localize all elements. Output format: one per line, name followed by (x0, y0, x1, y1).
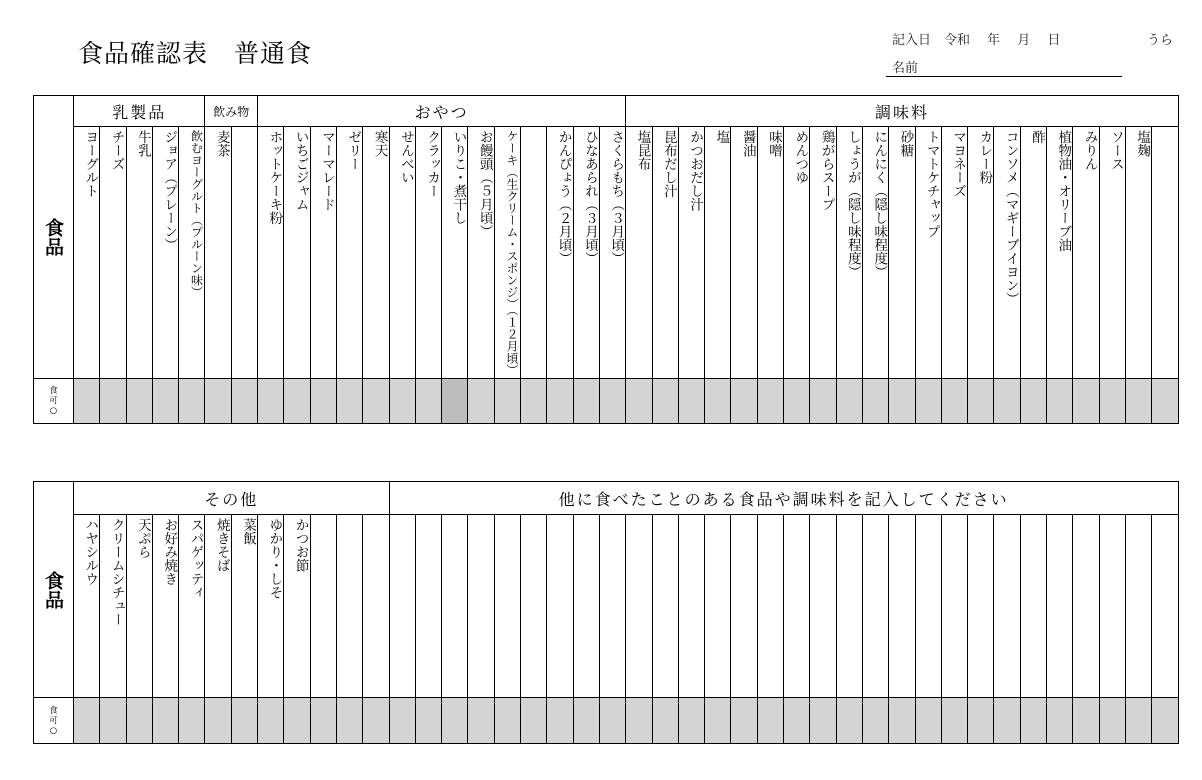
edible-check-cell[interactable] (678, 379, 704, 424)
category-header: おやつ (258, 96, 626, 127)
edible-check-cell[interactable] (179, 379, 205, 424)
food-item-cell: 塩 (705, 127, 731, 379)
food-item-cell (652, 515, 678, 698)
edible-row-label-text: 食可○ (49, 705, 58, 736)
edible-check-cell[interactable] (231, 379, 257, 424)
food-item-cell (994, 515, 1020, 698)
food-item-cell (889, 515, 915, 698)
edible-check-cell[interactable] (521, 698, 547, 744)
edible-check-cell[interactable] (284, 698, 310, 744)
edible-check-cell[interactable] (74, 698, 100, 744)
category-header: 乳製品 (74, 96, 205, 127)
edible-check-cell[interactable] (521, 379, 547, 424)
edible-check-cell[interactable] (968, 379, 994, 424)
edible-check-cell[interactable] (310, 698, 336, 744)
food-item-cell: ヨーグルト (74, 127, 100, 379)
edible-check-cell[interactable] (836, 698, 862, 744)
edible-check-cell[interactable] (889, 379, 915, 424)
edible-check-cell[interactable] (731, 379, 757, 424)
food-item-cell (757, 515, 783, 698)
food-item-cell (941, 515, 967, 698)
edible-check-cell[interactable] (363, 379, 389, 424)
food-item-cell: ホットケーキ粉 (258, 127, 284, 379)
edible-check-cell[interactable] (205, 698, 231, 744)
food-item-cell (1152, 515, 1179, 698)
food-item-cell: 塩麹 (1125, 127, 1151, 379)
food-item-cell: 植物油・オリーブ油 (1046, 127, 1072, 379)
food-item-cell: ゼリー (336, 127, 362, 379)
food-item-cell: 砂糖 (889, 127, 915, 379)
food-item-cell: 醤油 (731, 127, 757, 379)
edible-check-cell[interactable] (626, 698, 652, 744)
edible-check-cell[interactable] (862, 698, 888, 744)
edible-check-cell[interactable] (1125, 698, 1151, 744)
food-item-cell: お饅頭（５月頃） (468, 127, 494, 379)
food-item-cell: チーズ (100, 127, 126, 379)
edible-check-cell[interactable] (284, 379, 310, 424)
food-item-cell: 麦茶 (205, 127, 231, 379)
edible-check-cell[interactable] (994, 698, 1020, 744)
food-item-cell: ひなあられ（３月頃） (573, 127, 599, 379)
food-item-cell (468, 515, 494, 698)
food-item-cell: ゆかり・しそ (258, 515, 284, 698)
food-item-cell (599, 515, 625, 698)
food-item-cell (810, 515, 836, 698)
edible-row-label (34, 379, 74, 424)
name-label: 名前 (892, 61, 919, 76)
edible-check-cell[interactable] (915, 379, 941, 424)
food-item-cell: いちごジャム (284, 127, 310, 379)
food-item-cell: かつおだし汁 (678, 127, 704, 379)
edible-check-cell[interactable] (915, 698, 941, 744)
food-item-cell (442, 515, 468, 698)
edible-check-cell[interactable] (757, 698, 783, 744)
food-item-cell: クリームシチュー (100, 515, 126, 698)
food-item-cell: せんべい (389, 127, 415, 379)
edible-check-cell[interactable] (705, 379, 731, 424)
edible-check-cell[interactable] (1046, 698, 1072, 744)
edible-check-cell[interactable] (547, 698, 573, 744)
category-header: その他 (74, 482, 390, 515)
edible-check-cell[interactable] (573, 698, 599, 744)
edible-check-cell[interactable] (810, 698, 836, 744)
food-item-cell (310, 515, 336, 698)
food-item-cell: 飲むヨーグルト（プルーン味） (179, 127, 205, 379)
food-item-cell: マヨネーズ (941, 127, 967, 379)
edible-check-cell[interactable] (442, 379, 468, 424)
name-underline (886, 76, 1122, 77)
edible-check-cell[interactable] (152, 379, 178, 424)
food-item-cell: ソース (1099, 127, 1125, 379)
edible-check-cell[interactable] (442, 698, 468, 744)
food-item-cell (389, 515, 415, 698)
edible-check-cell[interactable] (415, 379, 441, 424)
edible-check-cell[interactable] (389, 698, 415, 744)
food-item-cell (705, 515, 731, 698)
food-item-cell: いりこ・煮干し (442, 127, 468, 379)
food-item-cell (915, 515, 941, 698)
edible-check-cell[interactable] (231, 698, 257, 744)
food-item-cell (1046, 515, 1072, 698)
food-item-cell (231, 127, 257, 379)
food-item-cell (336, 515, 362, 698)
category-header: 調味料 (626, 96, 1178, 127)
food-item-cell: 寒天 (363, 127, 389, 379)
food-item-cell (1152, 127, 1179, 379)
edible-check-cell[interactable] (968, 698, 994, 744)
food-row-label: 食品 (34, 96, 74, 379)
edible-check-cell[interactable] (889, 698, 915, 744)
edible-check-cell[interactable] (626, 379, 652, 424)
food-item-cell: しょうが（隠し味程度） (836, 127, 862, 379)
category-header: 他に食べたことのある食品や調味料を記入してください (389, 482, 1178, 515)
edible-row-label (34, 698, 74, 744)
food-item-cell: めんつゆ (784, 127, 810, 379)
edible-check-cell[interactable] (652, 698, 678, 744)
edible-check-cell[interactable] (599, 379, 625, 424)
food-item-cell: みりん (1073, 127, 1099, 379)
edible-check-cell[interactable] (415, 698, 441, 744)
edible-check-cell[interactable] (468, 698, 494, 744)
edible-check-cell[interactable] (731, 698, 757, 744)
edible-check-cell[interactable] (1152, 379, 1179, 424)
food-item-cell (1073, 515, 1099, 698)
edible-check-cell[interactable] (258, 698, 284, 744)
page-side-label: うら (1147, 33, 1174, 48)
food-table-top (33, 95, 1179, 424)
edible-check-cell[interactable] (389, 379, 415, 424)
food-item-cell (731, 515, 757, 698)
food-item-cell: 焼きそば (205, 515, 231, 698)
edible-check-cell[interactable] (599, 698, 625, 744)
food-item-cell (494, 515, 520, 698)
category-header: 飲み物 (205, 96, 258, 127)
food-item-cell: 菜飯 (231, 515, 257, 698)
food-item-cell: さくらもち（３月頃） (599, 127, 625, 379)
page-title: 食品確認表 普通食 (78, 39, 313, 68)
edible-check-cell[interactable] (1099, 379, 1125, 424)
edible-check-cell[interactable] (336, 379, 362, 424)
edible-check-cell[interactable] (126, 379, 152, 424)
edible-check-cell[interactable] (941, 698, 967, 744)
food-item-cell (836, 515, 862, 698)
edible-check-cell[interactable] (784, 698, 810, 744)
food-item-cell: 天ぷら (126, 515, 152, 698)
edible-check-cell[interactable] (468, 379, 494, 424)
food-item-cell: カレー粉 (968, 127, 994, 379)
food-table-bottom (33, 481, 1179, 744)
edible-check-cell[interactable] (363, 698, 389, 744)
food-item-cell: クラッカー (415, 127, 441, 379)
food-item-cell: 昆布だし汁 (652, 127, 678, 379)
food-item-cell (626, 515, 652, 698)
food-item-cell (1099, 515, 1125, 698)
edible-check-cell[interactable] (705, 698, 731, 744)
food-item-cell (968, 515, 994, 698)
edible-check-cell[interactable] (836, 379, 862, 424)
food-item-cell (678, 515, 704, 698)
edible-check-cell[interactable] (1099, 698, 1125, 744)
edible-check-cell[interactable] (573, 379, 599, 424)
edible-check-cell[interactable] (941, 379, 967, 424)
food-item-cell: 酢 (1020, 127, 1046, 379)
food-item-cell (862, 515, 888, 698)
edible-check-cell[interactable] (810, 379, 836, 424)
edible-check-cell[interactable] (994, 379, 1020, 424)
edible-check-cell[interactable] (494, 379, 520, 424)
food-item-cell: ハヤシルウ (74, 515, 100, 698)
edible-check-cell[interactable] (678, 698, 704, 744)
edible-check-cell[interactable] (310, 379, 336, 424)
edible-check-cell[interactable] (1073, 379, 1099, 424)
edible-check-cell[interactable] (784, 379, 810, 424)
food-item-cell (521, 515, 547, 698)
food-item-cell (784, 515, 810, 698)
edible-check-cell[interactable] (336, 698, 362, 744)
edible-check-cell[interactable] (1073, 698, 1099, 744)
food-item-cell: にんにく（隠し味程度） (862, 127, 888, 379)
food-item-cell: ケーキ（生クリーム・スポンジ）（１２月頃） (494, 127, 520, 379)
edible-check-cell[interactable] (1152, 698, 1179, 744)
edible-check-cell[interactable] (126, 698, 152, 744)
edible-check-cell[interactable] (1020, 698, 1046, 744)
food-item-cell: 牛乳 (126, 127, 152, 379)
food-item-cell: コンソメ（マギーブイヨン） (994, 127, 1020, 379)
edible-check-cell[interactable] (152, 698, 178, 744)
edible-row-label-text: 食可○ (49, 386, 58, 416)
food-item-cell: お好み焼き (152, 515, 178, 698)
edible-check-cell[interactable] (1125, 379, 1151, 424)
food-item-cell: 塩昆布 (626, 127, 652, 379)
food-item-cell (363, 515, 389, 698)
edible-check-cell[interactable] (100, 698, 126, 744)
edible-check-cell[interactable] (652, 379, 678, 424)
food-item-cell: マーマレード (310, 127, 336, 379)
edible-check-cell[interactable] (179, 698, 205, 744)
food-row-label: 食品 (34, 482, 74, 698)
edible-check-cell[interactable] (100, 379, 126, 424)
edible-check-cell[interactable] (494, 698, 520, 744)
edible-check-cell[interactable] (205, 379, 231, 424)
food-item-cell: ジョア（プレーン） (152, 127, 178, 379)
food-item-cell (1125, 515, 1151, 698)
food-item-cell (1020, 515, 1046, 698)
food-item-cell (521, 127, 547, 379)
food-item-cell: 鶏がらスープ (810, 127, 836, 379)
edible-check-cell[interactable] (1046, 379, 1072, 424)
food-item-cell (547, 515, 573, 698)
edible-check-cell[interactable] (258, 379, 284, 424)
edible-check-cell[interactable] (74, 379, 100, 424)
food-item-cell: 味噌 (757, 127, 783, 379)
edible-check-cell[interactable] (1020, 379, 1046, 424)
food-item-cell (573, 515, 599, 698)
food-item-cell: スパゲッティ (179, 515, 205, 698)
food-item-cell: かんぴょう（２月頃） (547, 127, 573, 379)
food-item-cell (415, 515, 441, 698)
food-item-cell: トマトケチャップ (915, 127, 941, 379)
edible-check-cell[interactable] (757, 379, 783, 424)
edible-check-cell[interactable] (547, 379, 573, 424)
edible-check-cell[interactable] (862, 379, 888, 424)
food-item-cell: かつお節 (284, 515, 310, 698)
entry-date-label: 記入日 令和 年 月 日 (892, 33, 1061, 48)
